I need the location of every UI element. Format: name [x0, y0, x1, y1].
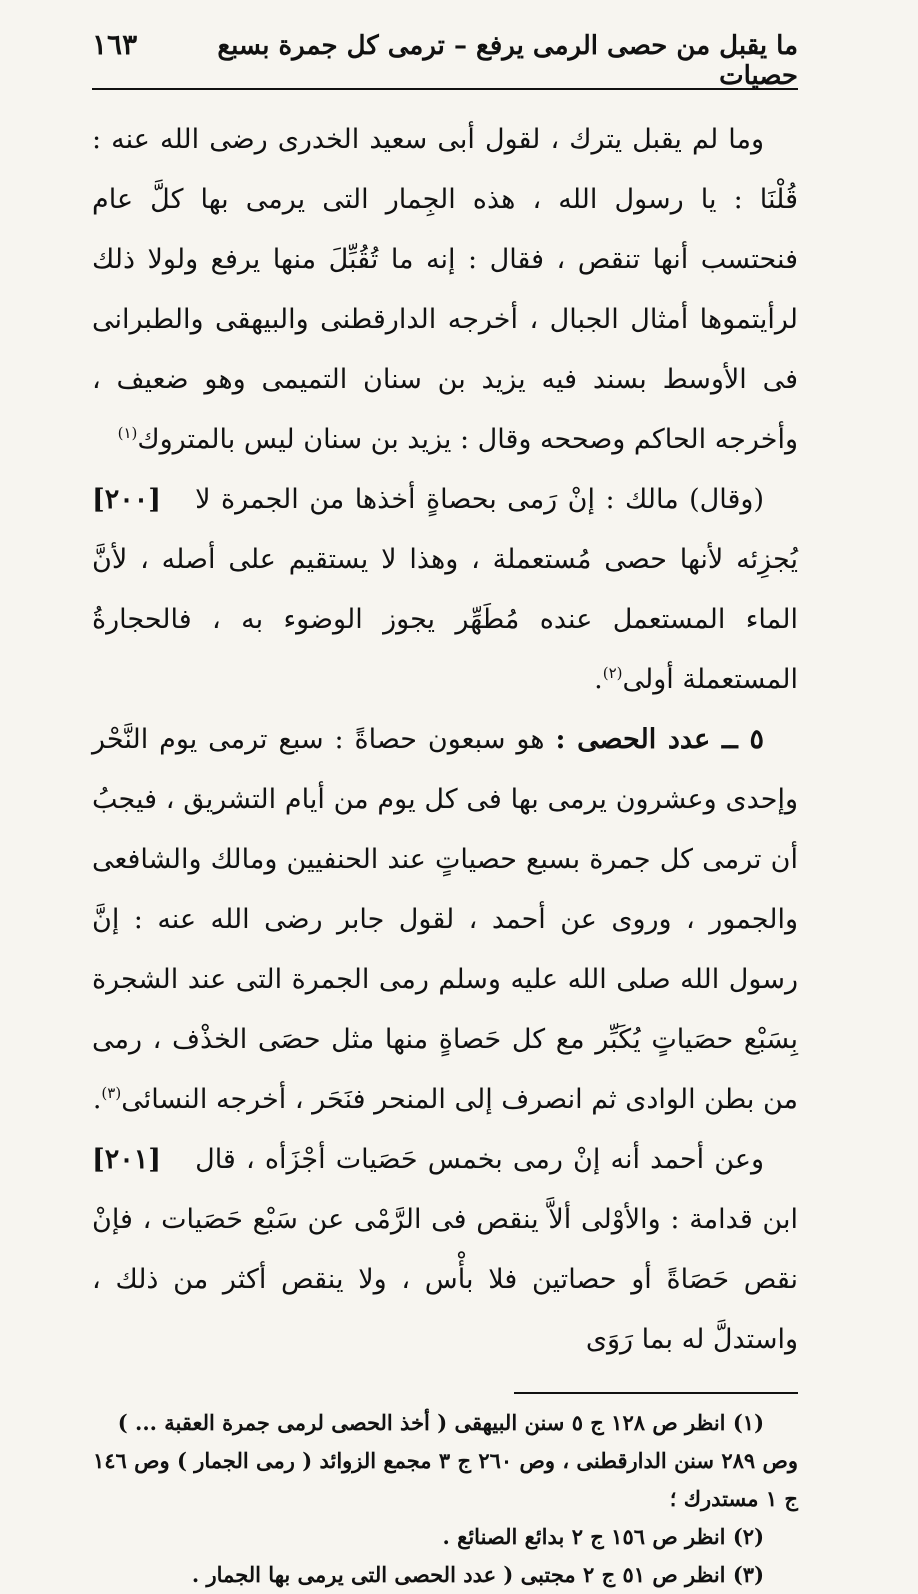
hadith-number: [٢٠٠] [92, 484, 162, 515]
footnote: (٢) انظر ص ١٥٦ ج ٢ بدائع الصنائع . [442, 1524, 764, 1549]
paragraph-end: . [92, 1084, 102, 1115]
paragraph [92, 470, 798, 710]
footnote-ref: (١) [117, 424, 138, 442]
paragraph [92, 710, 798, 1175]
paragraph-end: . [594, 664, 603, 695]
section-heading: ٥ ــ عدد الحصى : [555, 724, 764, 755]
paragraph-text: وعن أحمد أنه إنْ رمى بخمس حَصَيات أجْزَأه ، قال ابن قدامة : والأوْلى ألاَّ ينقص فى الرَّمْى عن سَبْع حَصَيات ، فإنْ نقص حَصَاةً أو حصاتين فلا بأْس ، ولا ينقص أكثر من ذلك ، واستدلَّ له بما رَوَى [92, 1144, 798, 1355]
paragraph [92, 1130, 798, 1370]
page-number: ١٦٣ [92, 28, 138, 61]
footnote: (٣) انظر ص ٥١ ج ٢ مجتبى ( عدد الحصى التى يرمى بها الجمار . [191, 1562, 764, 1587]
main-text [92, 110, 798, 1370]
hadith-number: [٢٠١] [92, 1144, 162, 1175]
page-header [92, 28, 798, 90]
paragraph-text: وما لم يقبل يترك ، لقول أبى سعيد الخدرى رضى الله عنه : قُلْنَا : يا رسول الله ، هذه الجِمار التى يرمى بها كلَّ عام فنحتسب أنها تنقص ، فقال : إنه ما تُقُبِّلَ منها يرفع ولولا ذلك لرأيتموها أمثال الجبال ، أخرجه الدارقطنى والبيهقى والطبرانى فى الأوسط بسند فيه يزيد بن سنان التميمى وهو ضعيف ، وأخرجه الحاكم وصححه وقال : يزيد بن سنان ليس بالمتروك [92, 124, 798, 455]
paragraph-text: هو سبعون حصاةً : سبع ترمى يوم النَّحْر وإحدى وعشرون يرمى بها فى كل يوم من أيام التشريق ، فيجبُ أن ترمى كل جمرة بسبع حصياتٍ عند الحنفيين ومالك والشافعى والجمور ، وروى عن أحمد ، لقول جابر رضى الله عنه : إنَّ رسول الله صلى الله عليه وسلم رمى الجمرة التى عند الشجرة بِسَبْع حصَياتٍ يُكَبِّر مع كل حَصاةٍ منها مثل حصَى الخذْف ، رمى من بطن الوادى ثم انصرف إلى المنحر فنَحَر ، أخرجه النسائى [92, 724, 798, 1115]
paragraph-text: (وقال) مالك : إنْ رَمى بحصاةٍ أخذها من الجمرة لا يُجزِئه لأنها حصى مُستعملة ، وهذا لا يستقيم على أصله ، لأنَّ الماء المستعمل عنده مُطَهِّر يجوز الوضوء به ، فالحجارةُ المستعملة أولى [92, 484, 798, 695]
footnote-ref: (٣) [101, 1084, 122, 1102]
footnotes [92, 1404, 798, 1594]
footnote: (١) انظر ص ١٢٨ ج ٥ سنن البيهقى ( أخذ الحصى لرمى جمرة العقبة ... ) وص ٢٨٩ سنن الدارقطنى ، وص ٢٦٠ ج ٣ مجمع الزوائد ( رمى الجمار ) وص ١٤٦ ج ١ مستدرك ؛ [92, 1410, 798, 1511]
footnote-separator [514, 1392, 798, 1394]
running-title: ما يقبل من حصى الرمى يرفع – ترمى كل جمرة بسبع حصيات [217, 31, 798, 91]
paragraph [92, 110, 798, 515]
footnote-ref: (٢) [602, 664, 623, 682]
